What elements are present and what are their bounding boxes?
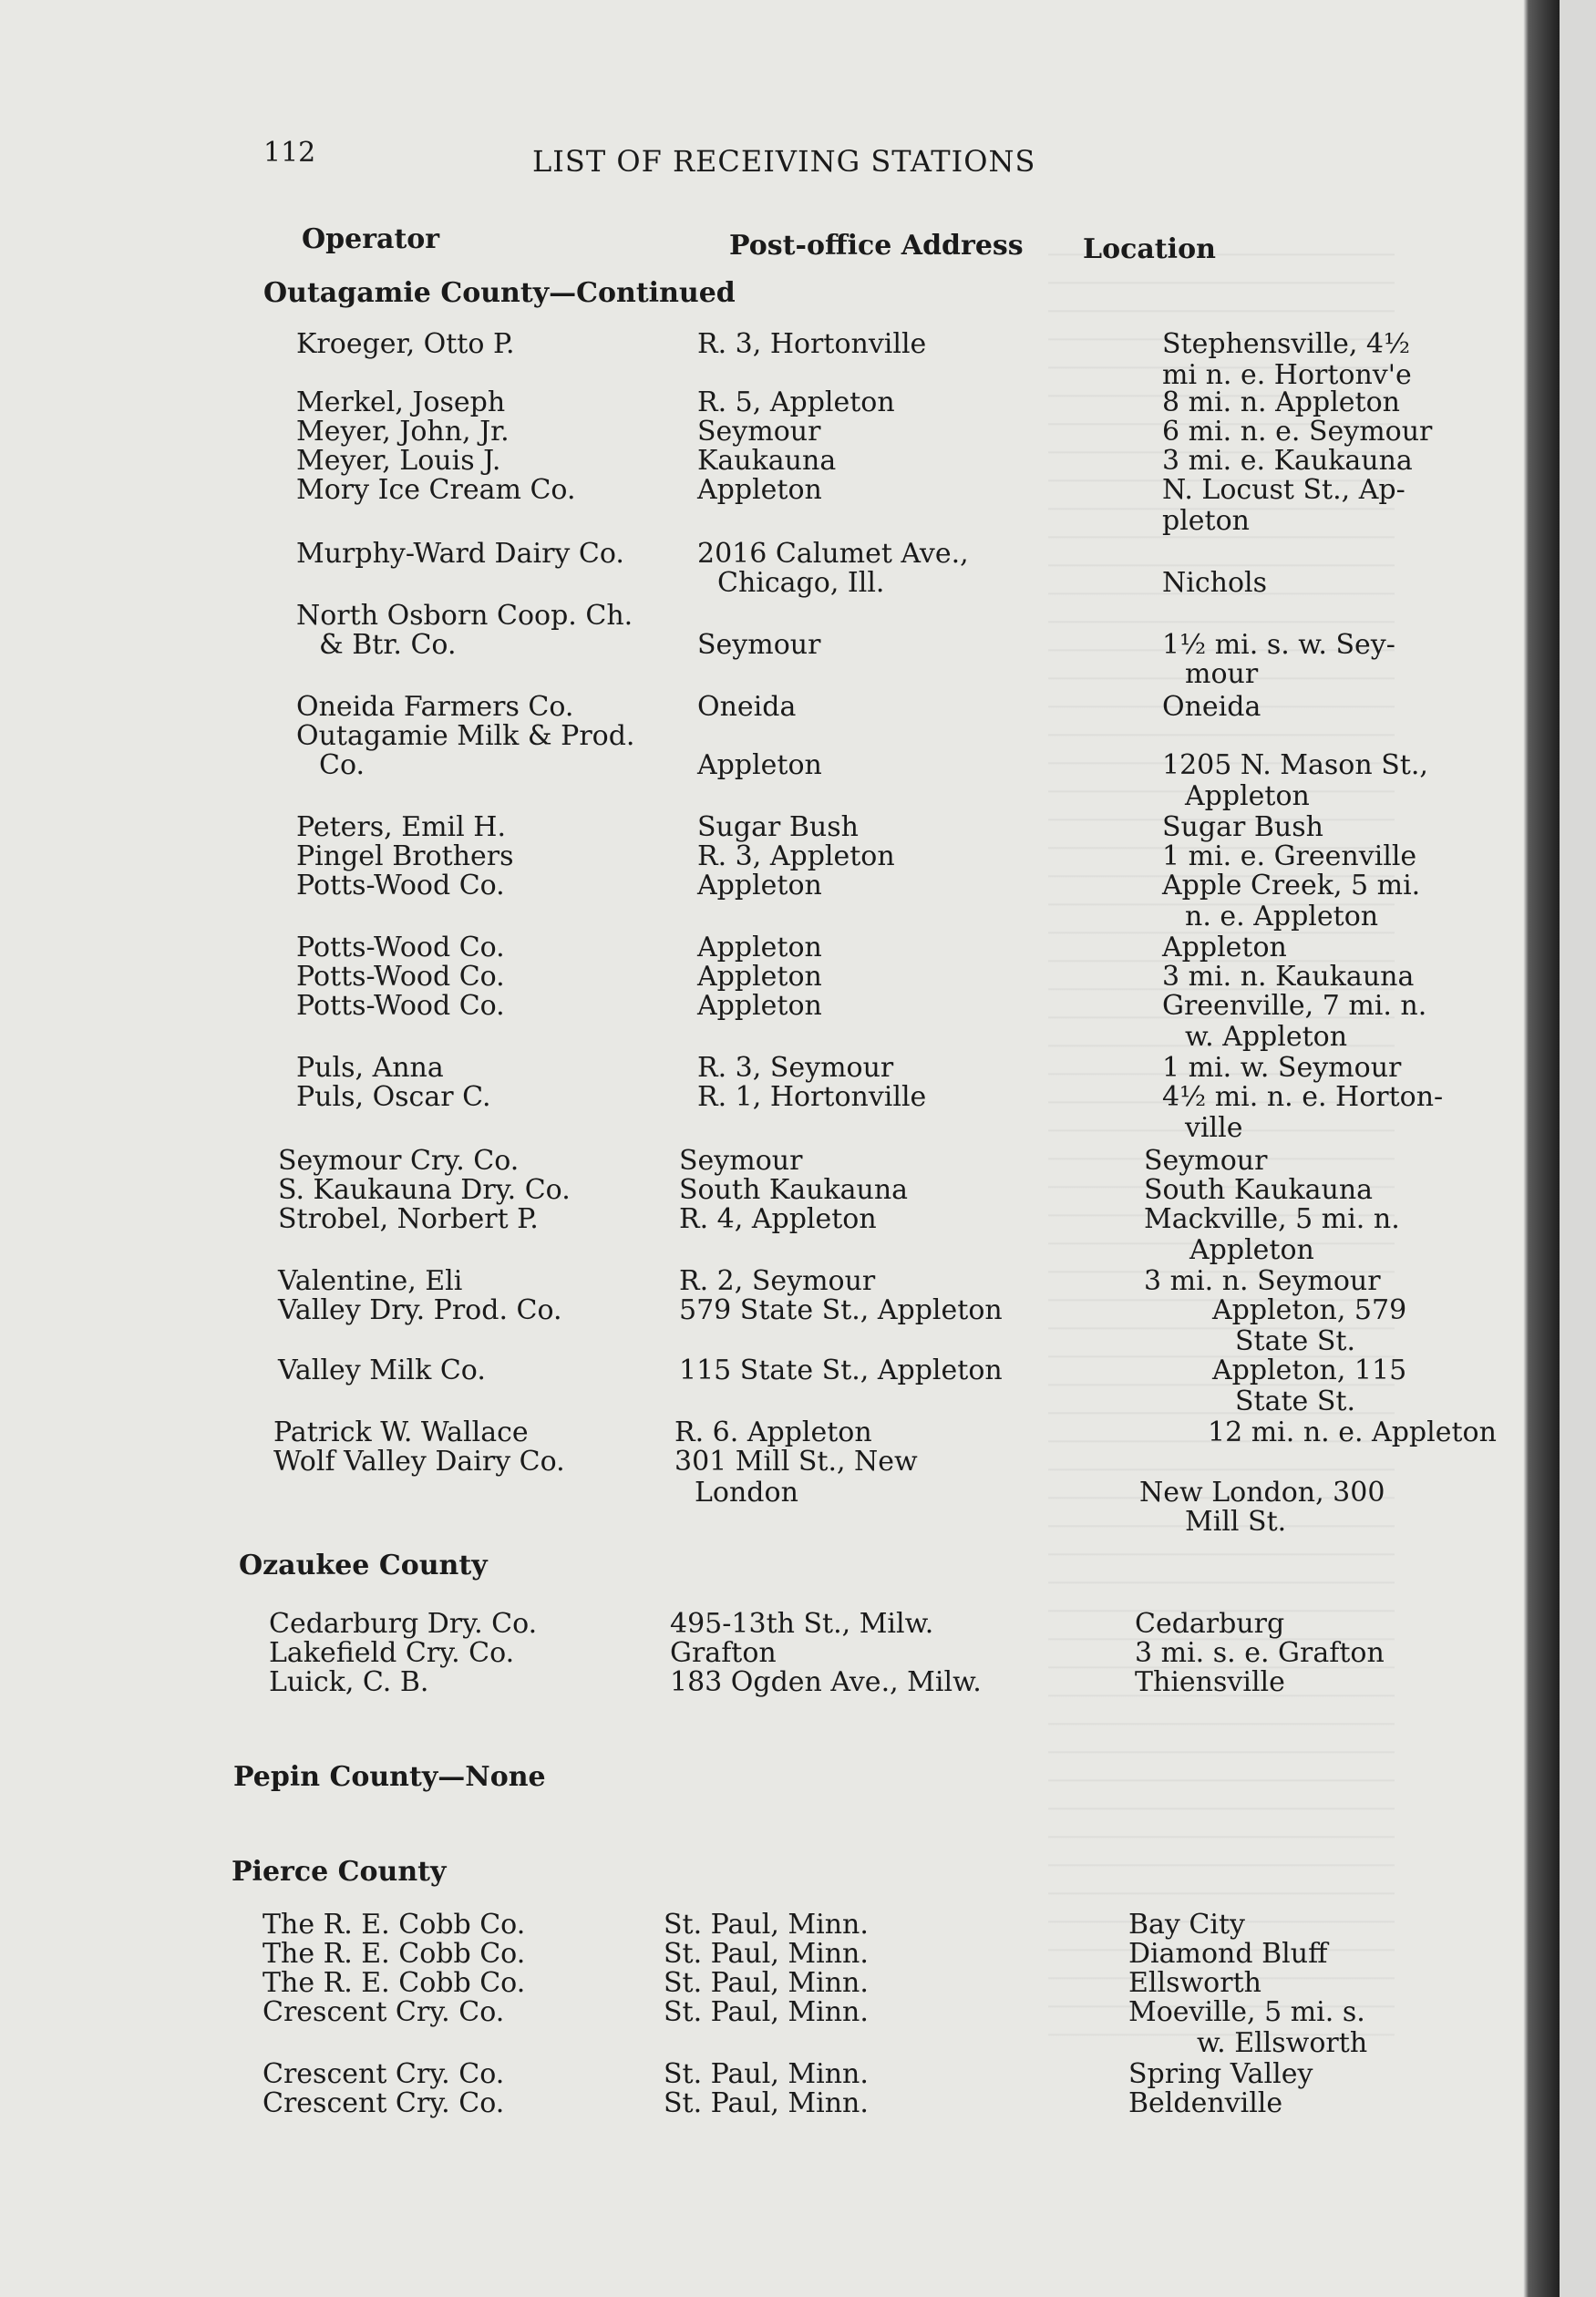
location-cell: Seymour: [1144, 1145, 1268, 1177]
address-cell: Appleton: [697, 932, 822, 963]
operator-cell: The R. E. Cobb Co.: [263, 1967, 526, 1999]
operator-cell: Valentine, Eli: [278, 1265, 463, 1297]
operator-cell: Potts-Wood Co.: [296, 961, 505, 993]
address-cell: St. Paul, Minn.: [664, 1996, 869, 2028]
address-cell: Grafton: [670, 1637, 777, 1669]
location-cell: 12 mi. n. e. Appleton: [1208, 1416, 1497, 1448]
operator-cell: Peters, Emil H.: [296, 811, 506, 843]
operator-cell: Murphy-Ward Dairy Co.: [296, 538, 624, 570]
location-cell: mi n. e. Hortonv'e: [1162, 359, 1412, 391]
operator-cell: Merkel, Joseph: [296, 386, 506, 418]
address-cell: R. 3, Hortonville: [697, 328, 927, 360]
location-cell: State St.: [1235, 1325, 1355, 1357]
operator-cell: Puls, Oscar C.: [296, 1081, 491, 1113]
operator-cell: S. Kaukauna Dry. Co.: [278, 1174, 571, 1206]
location-cell: New London, 300: [1139, 1477, 1385, 1509]
operator-cell: Valley Dry. Prod. Co.: [278, 1294, 562, 1326]
location-cell: Beldenville: [1128, 2087, 1283, 2119]
location-cell: Nichols: [1162, 567, 1268, 599]
location-cell: mour: [1185, 658, 1259, 690]
section-heading-outagamie: Outagamie County—Continued: [263, 277, 736, 309]
operator-cell: Wolf Valley Dairy Co.: [273, 1446, 565, 1478]
operator-cell: Potts-Wood Co.: [296, 990, 505, 1022]
location-cell: Spring Valley: [1128, 2058, 1313, 2090]
operator-cell: Kroeger, Otto P.: [296, 328, 515, 360]
running-head: LIST OF RECEIVING STATIONS: [532, 144, 1036, 179]
operator-cell: Patrick W. Wallace: [273, 1416, 529, 1448]
column-header-location: Location: [1083, 233, 1216, 265]
operator-cell: Potts-Wood Co.: [296, 870, 505, 901]
location-cell: 1½ mi. s. w. Sey-: [1162, 629, 1395, 661]
location-cell: Diamond Bluff: [1128, 1938, 1328, 1970]
operator-cell: Meyer, John, Jr.: [296, 416, 510, 448]
section-heading-pierce: Pierce County: [232, 1856, 447, 1888]
operator-cell: Cedarburg Dry. Co.: [269, 1608, 538, 1640]
location-cell: 1205 N. Mason St.,: [1162, 749, 1428, 781]
address-cell: St. Paul, Minn.: [664, 1967, 869, 1999]
location-cell: Sugar Bush: [1162, 811, 1323, 843]
location-cell: Mackville, 5 mi. n.: [1144, 1203, 1400, 1235]
address-cell: London: [695, 1477, 798, 1509]
location-cell: 3 mi. n. Kaukauna: [1162, 961, 1415, 993]
address-cell: Appleton: [697, 749, 822, 781]
address-cell: R. 1, Hortonville: [697, 1081, 927, 1113]
operator-cell: Oneida Farmers Co.: [296, 691, 574, 723]
location-cell: 3 mi. e. Kaukauna: [1162, 445, 1413, 477]
location-cell: Moeville, 5 mi. s.: [1128, 1996, 1365, 2028]
operator-cell: Mory Ice Cream Co.: [296, 474, 576, 506]
location-cell: 3 mi. n. Seymour: [1144, 1265, 1381, 1297]
operator-cell: North Osborn Coop. Ch.: [296, 600, 633, 632]
address-cell: Kaukauna: [697, 445, 837, 477]
address-cell: St. Paul, Minn.: [664, 2087, 869, 2119]
operator-cell: The R. E. Cobb Co.: [263, 1938, 526, 1970]
address-cell: Chicago, Ill.: [717, 567, 885, 599]
address-cell: 301 Mill St., New: [674, 1446, 918, 1478]
location-cell: Appleton, 115: [1212, 1355, 1407, 1386]
location-cell: 6 mi. n. e. Seymour: [1162, 416, 1433, 448]
address-cell: Seymour: [679, 1145, 803, 1177]
address-cell: Appleton: [697, 474, 822, 506]
location-cell: Mill St.: [1185, 1506, 1287, 1538]
address-cell: 579 State St., Appleton: [679, 1294, 1003, 1326]
page-number: 112: [263, 137, 316, 169]
address-cell: South Kaukauna: [679, 1174, 909, 1206]
location-cell: ville: [1185, 1112, 1243, 1144]
address-cell: St. Paul, Minn.: [664, 1909, 869, 1941]
location-cell: n. e. Appleton: [1185, 901, 1379, 932]
section-heading-ozaukee: Ozaukee County: [239, 1550, 488, 1581]
operator-cell: Lakefield Cry. Co.: [269, 1637, 515, 1669]
column-header-address: Post-office Address: [729, 230, 1024, 262]
column-header-operator: Operator: [302, 223, 440, 255]
address-cell: 115 State St., Appleton: [679, 1355, 1003, 1386]
address-cell: R. 6. Appleton: [674, 1416, 872, 1448]
location-cell: Appleton: [1189, 1234, 1314, 1266]
location-cell: Cedarburg: [1135, 1608, 1285, 1640]
operator-cell: Crescent Cry. Co.: [263, 2058, 505, 2090]
location-cell: Bay City: [1128, 1909, 1245, 1941]
location-cell: 1 mi. e. Greenville: [1162, 840, 1417, 872]
location-cell: Oneida: [1162, 691, 1261, 723]
address-cell: 183 Ogden Ave., Milw.: [670, 1666, 982, 1698]
location-cell: Appleton: [1162, 932, 1287, 963]
location-cell: N. Locust St., Ap-: [1162, 474, 1406, 506]
address-cell: Seymour: [697, 629, 821, 661]
section-heading-pepin: Pepin County—None: [233, 1761, 546, 1793]
operator-cell: Valley Milk Co.: [278, 1355, 486, 1386]
location-cell: 3 mi. s. e. Grafton: [1135, 1637, 1385, 1669]
operator-cell: Strobel, Norbert P.: [278, 1203, 539, 1235]
address-cell: 2016 Calumet Ave.,: [697, 538, 969, 570]
address-cell: Appleton: [697, 961, 822, 993]
address-cell: 495-13th St., Milw.: [670, 1608, 934, 1640]
address-cell: R. 3, Seymour: [697, 1052, 894, 1084]
operator-cell: Potts-Wood Co.: [296, 932, 505, 963]
location-cell: Stephensville, 4½: [1162, 328, 1411, 360]
location-cell: Greenville, 7 mi. n.: [1162, 990, 1427, 1022]
address-cell: St. Paul, Minn.: [664, 1938, 869, 1970]
location-cell: 8 mi. n. Appleton: [1162, 386, 1400, 418]
operator-cell: Puls, Anna: [296, 1052, 444, 1084]
location-cell: Apple Creek, 5 mi.: [1162, 870, 1421, 901]
operator-cell: Pingel Brothers: [296, 840, 514, 872]
location-cell: South Kaukauna: [1144, 1174, 1374, 1206]
operator-cell: Crescent Cry. Co.: [263, 1996, 505, 2028]
address-cell: R. 2, Seymour: [679, 1265, 876, 1297]
scan-dark-edge: [1523, 0, 1560, 2297]
address-cell: Appleton: [697, 870, 822, 901]
operator-cell: Crescent Cry. Co.: [263, 2087, 505, 2119]
operator-cell: & Btr. Co.: [319, 629, 457, 661]
operator-cell: Seymour Cry. Co.: [278, 1145, 520, 1177]
operator-cell: Outagamie Milk & Prod.: [296, 720, 635, 752]
location-cell: pleton: [1162, 505, 1250, 537]
location-cell: w. Appleton: [1185, 1021, 1348, 1053]
address-cell: St. Paul, Minn.: [664, 2058, 869, 2090]
address-cell: Appleton: [697, 990, 822, 1022]
operator-cell: Co.: [319, 749, 366, 781]
location-cell: w. Ellsworth: [1197, 2027, 1368, 2059]
location-cell: Ellsworth: [1128, 1967, 1261, 1999]
address-cell: R. 3, Appleton: [697, 840, 895, 872]
operator-cell: Luick, C. B.: [269, 1666, 429, 1698]
address-cell: R. 4, Appleton: [679, 1203, 877, 1235]
location-cell: Thiensville: [1135, 1666, 1285, 1698]
address-cell: Oneida: [697, 691, 797, 723]
address-cell: Sugar Bush: [697, 811, 859, 843]
operator-cell: The R. E. Cobb Co.: [263, 1909, 526, 1941]
location-cell: 4½ mi. n. e. Horton-: [1162, 1081, 1444, 1113]
location-cell: Appleton: [1185, 780, 1310, 812]
location-cell: 1 mi. w. Seymour: [1162, 1052, 1402, 1084]
operator-cell: Meyer, Louis J.: [296, 445, 501, 477]
location-cell: State St.: [1235, 1385, 1355, 1417]
address-cell: R. 5, Appleton: [697, 386, 895, 418]
location-cell: Appleton, 579: [1212, 1294, 1407, 1326]
address-cell: Seymour: [697, 416, 821, 448]
